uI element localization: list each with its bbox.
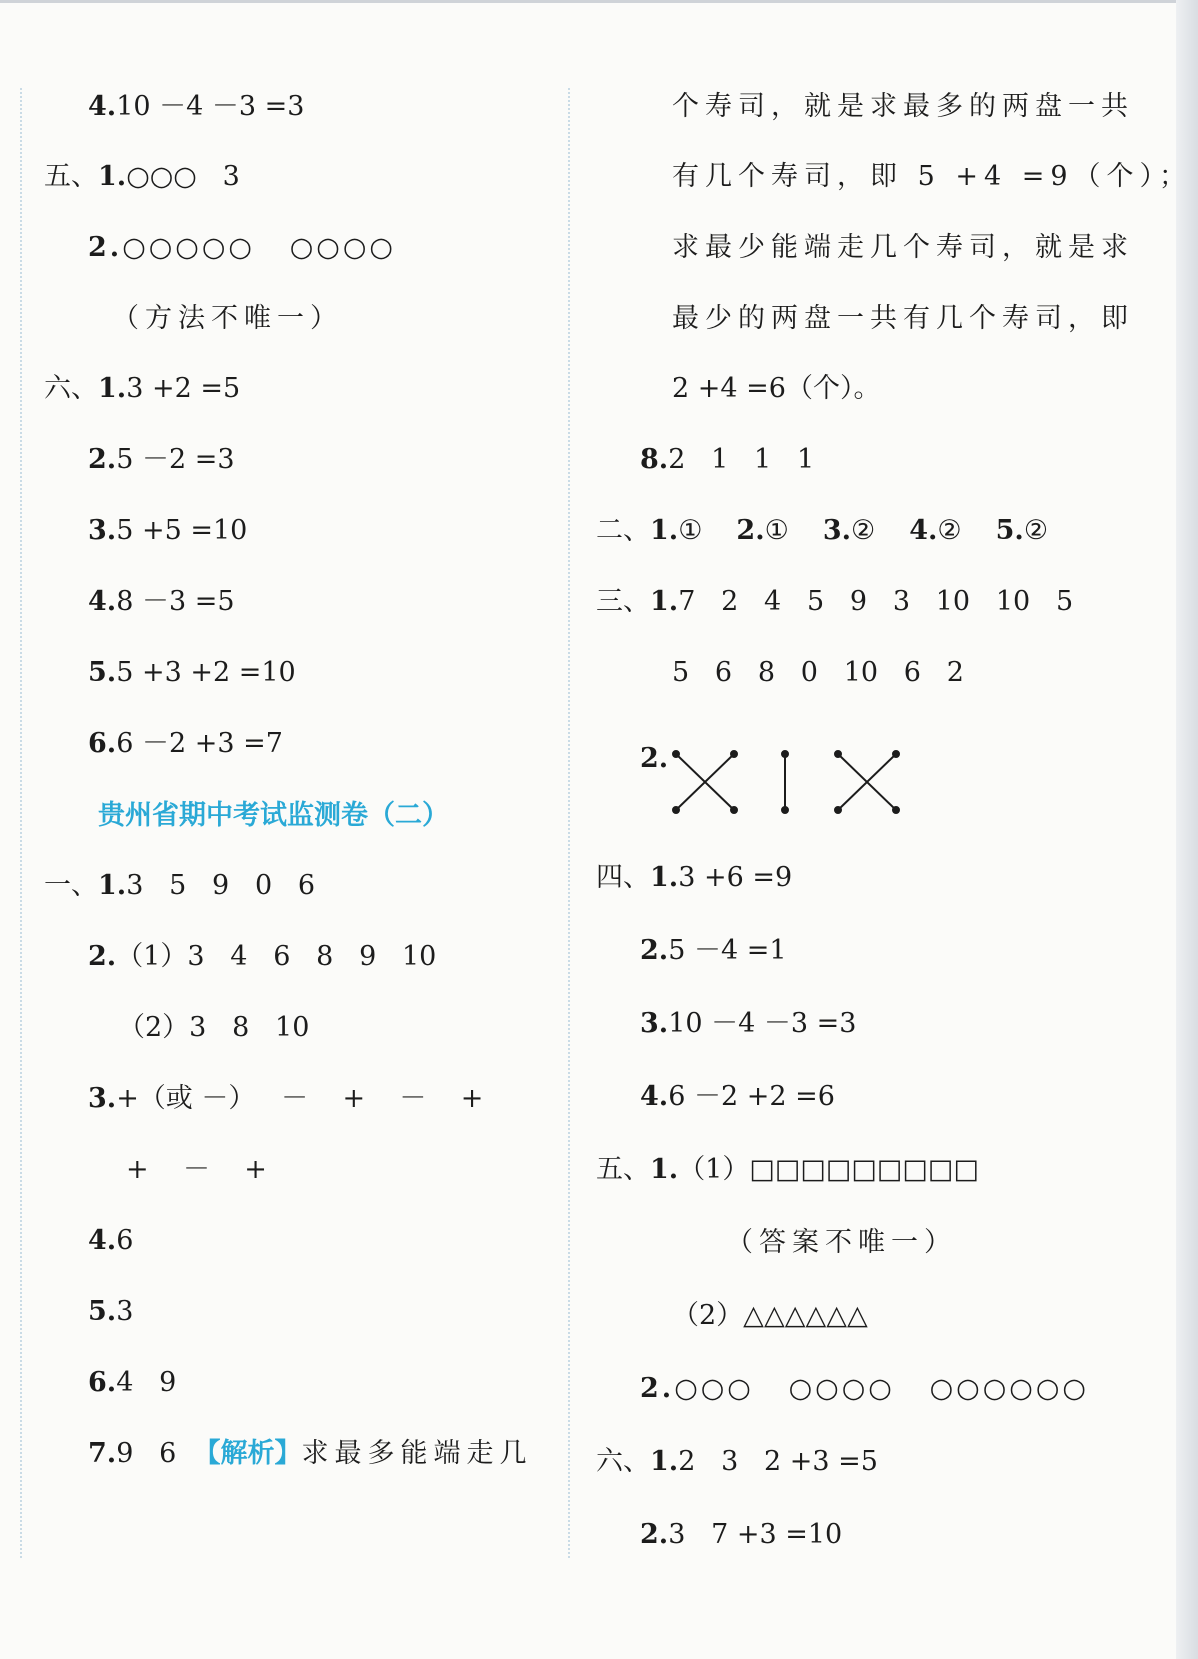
choice-answer: ①	[764, 515, 789, 546]
item-number: 4.	[88, 1225, 117, 1256]
answer-text: （1）□□□□□□□□□	[678, 1154, 979, 1185]
answer-text: 7 2 4 5 9 3 10 10 5	[678, 586, 1074, 617]
answer-line	[88, 514, 247, 548]
section-number: 四、	[596, 862, 650, 893]
answer-text: 9 6	[116, 1438, 194, 1469]
analysis-line: 2 +4 =6（个）。	[672, 373, 881, 404]
answer-text: 5 6 8 0 10 6 2	[672, 657, 964, 688]
answer-line	[596, 585, 1073, 619]
note-line	[726, 1226, 957, 1260]
answer-text: 10 －4 －3 =3	[116, 91, 305, 122]
section-number: 三、	[596, 586, 650, 617]
answer-line	[640, 1518, 842, 1552]
answer-line	[88, 1295, 133, 1329]
item-number: 5.	[995, 515, 1024, 546]
answer-line	[640, 1372, 1089, 1406]
match-dot	[782, 807, 788, 813]
match-dot	[673, 807, 679, 813]
section-number: 一、	[44, 870, 98, 901]
answer-text: 5 －2 =3	[116, 444, 235, 475]
section-number: 六、	[44, 373, 98, 404]
choice-answer: ②	[851, 515, 876, 546]
item-number: 8.	[640, 444, 669, 475]
item-number: 1.	[98, 161, 127, 192]
item-number: 3.	[822, 515, 851, 546]
choice-answer: ②	[937, 515, 962, 546]
item-number: 4.	[88, 586, 117, 617]
analysis-line: 求最少能端走几个寿司，就是求	[672, 232, 1134, 263]
answer-text: ○○○○○ ○○○○	[122, 232, 396, 263]
answer-line	[672, 656, 964, 690]
analysis-line: 个寿司，就是求最多的两盘一共	[672, 91, 1134, 122]
item-number: 3.	[88, 515, 117, 546]
answer-line	[640, 742, 668, 776]
choice-answer: ①	[678, 515, 703, 546]
item-number: 6.	[88, 728, 117, 759]
top-border	[0, 0, 1198, 3]
match-dot	[893, 807, 899, 813]
page-edge	[1176, 0, 1198, 1659]
answer-line	[88, 231, 396, 265]
left-margin-line	[20, 88, 22, 1558]
item-number: 1.	[98, 373, 127, 404]
analysis-text: 求最多能端走几	[301, 1438, 533, 1469]
answer-note: （方法不唯一）	[112, 303, 343, 334]
item-number: 3.	[88, 1083, 117, 1114]
answer-text: （1）3 4 6 8 9 10	[116, 941, 437, 972]
section-number: 五、	[596, 1154, 650, 1185]
answer-text: 3	[116, 1296, 134, 1327]
answer-line	[126, 1153, 267, 1187]
item-number: 2.	[640, 935, 669, 966]
item-number: 4.	[640, 1081, 669, 1112]
item-number: 3.	[640, 1008, 669, 1039]
match-dot	[782, 751, 788, 757]
answer-line	[596, 514, 1048, 548]
answer-line	[88, 1224, 133, 1258]
answer-line	[596, 1445, 878, 1479]
item-number: 2.	[736, 515, 765, 546]
item-number: 2.	[88, 444, 117, 475]
answer-line	[118, 1011, 309, 1045]
item-number: 5.	[88, 657, 117, 688]
item-number: 1.	[650, 1446, 679, 1477]
answer-line	[88, 443, 235, 477]
answer-line	[44, 160, 240, 194]
match-dot	[835, 751, 841, 757]
item-number: 4.	[909, 515, 938, 546]
answer-line	[596, 861, 792, 895]
answer-text: 4 9	[116, 1367, 177, 1398]
answer-line	[44, 372, 240, 406]
answer-line	[640, 1007, 856, 1041]
answer-line	[88, 90, 304, 124]
answer-line	[88, 727, 283, 761]
answer-line	[88, 585, 235, 619]
item-number: 1.	[650, 1154, 679, 1185]
matching-diagram	[668, 746, 908, 818]
answer-text: 10 －4 －3 =3	[668, 1008, 857, 1039]
answer-text: 2 3 2 +3 =5	[678, 1446, 878, 1477]
answer-line	[640, 934, 787, 968]
item-number: 5.	[88, 1296, 117, 1327]
item-number: 7.	[88, 1438, 117, 1469]
note-line	[112, 302, 343, 336]
answer-text: 2 1 1 1	[668, 444, 815, 475]
section-number: 五、	[44, 161, 98, 192]
choice-answer: ②	[1023, 515, 1049, 546]
item-number: 6.	[88, 1367, 117, 1398]
item-number: 2.	[640, 1373, 675, 1404]
answer-line	[44, 869, 315, 903]
analysis-tag: 【解析】	[193, 1438, 302, 1469]
answer-text: 3 5 9 0 6	[126, 870, 316, 901]
match-dot	[731, 807, 737, 813]
item-number: 2.	[88, 941, 117, 972]
item-number: 2.	[640, 1519, 669, 1550]
analysis-line: 有几个寿司，即 5 +4 =9（个）；	[672, 161, 1193, 192]
answer-line	[596, 1153, 979, 1187]
item-number: 1.	[650, 586, 679, 617]
answer-text: 5 －4 =1	[668, 935, 787, 966]
answer-text: 8 －3 =5	[116, 586, 235, 617]
answer-line	[640, 1080, 835, 1114]
match-dot	[893, 751, 899, 757]
match-dot	[835, 807, 841, 813]
section-number: 二、	[596, 515, 650, 546]
item-number: 1.	[98, 870, 127, 901]
answer-text: 5 +3 +2 =10	[116, 657, 296, 688]
match-dot	[673, 751, 679, 757]
answer-line	[88, 1366, 176, 1400]
answer-line	[88, 940, 436, 974]
item-number: 1.	[650, 515, 679, 546]
answer-text: ○○○ ○○○○ ○○○○○○	[674, 1373, 1089, 1404]
answer-line	[88, 656, 296, 690]
answer-text: （2）3 8 10	[118, 1012, 310, 1043]
analysis-line: 最少的两盘一共有几个寿司，即	[672, 303, 1134, 334]
answer-note: （答案不唯一）	[726, 1227, 957, 1258]
answer-line	[672, 1299, 868, 1333]
answer-text: 3 +6 =9	[678, 862, 793, 893]
match-dot	[731, 751, 737, 757]
answer-text: + － +	[126, 1154, 267, 1185]
section-number: 六、	[596, 1446, 650, 1477]
answer-text: 5 +5 =10	[116, 515, 248, 546]
answer-text: 6 －2 +2 =6	[668, 1081, 835, 1112]
answer-text: （2）△△△△△△	[672, 1300, 868, 1331]
item-number: 1.	[650, 862, 679, 893]
answer-line	[88, 1437, 532, 1471]
answer-text: 6 －2 +3 =7	[116, 728, 283, 759]
answer-text: 6	[116, 1225, 134, 1256]
answer-text: ○○○ 3	[126, 161, 240, 192]
item-number: 4.	[88, 91, 117, 122]
answer-text: 3 7 +3 =10	[668, 1519, 843, 1550]
item-number: 2.	[88, 232, 123, 263]
column-divider-line	[568, 88, 570, 1558]
section-title: 贵州省期中考试监测卷（二）	[98, 800, 449, 831]
item-number: 2.	[640, 743, 669, 774]
answer-line	[88, 1082, 483, 1116]
answer-text: 3 +2 =5	[126, 373, 241, 404]
answer-text: +（或 －） － + － +	[116, 1083, 484, 1114]
answer-line	[640, 443, 814, 477]
